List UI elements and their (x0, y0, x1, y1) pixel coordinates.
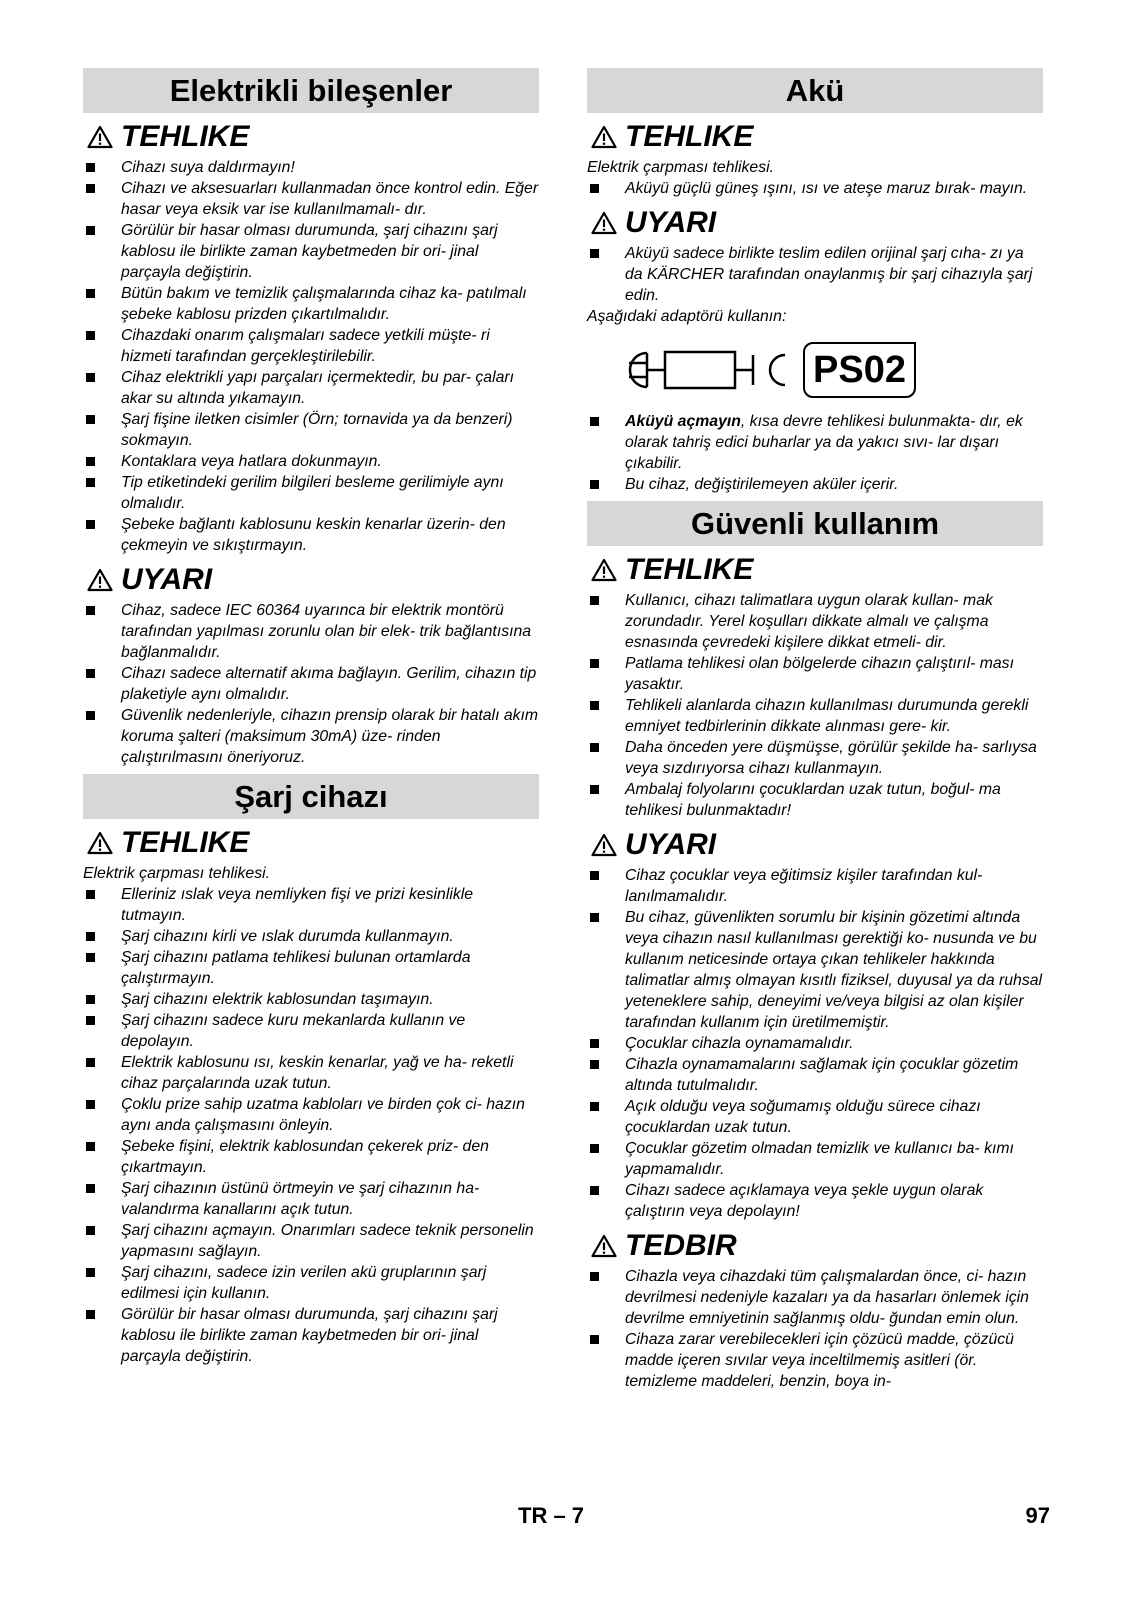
bullet-square-icon (86, 478, 95, 487)
list-item: Patlama tehlikesi olan bölgelerde cihazın çalıştırıl- ması yasaktır. (587, 653, 1043, 695)
section-title-battery: Akü (587, 68, 1043, 113)
warning-triangle-icon (87, 125, 113, 149)
list-item: Cihazı sadece açıklamaya veya şekle uygun olarak çalıştırın veya depolayın! (587, 1180, 1043, 1222)
list-item: Aküyü güçlü güneş ışını, ısı ve ateşe maruz bırak- mayın. (587, 178, 1043, 199)
bullet-square-icon (86, 1058, 95, 1067)
warning-list (587, 243, 1043, 306)
danger-list (587, 590, 1043, 821)
page-label: TR – 7 (518, 1503, 585, 1528)
bullet-square-icon (86, 953, 95, 962)
bullet-square-icon (86, 289, 95, 298)
list-item: Bu cihaz, güvenlikten sorumlu bir kişinin gözetimi altında veya cihazın nasıl kullanılması gerektiği ko- nusunda ve bu kullanım neticesinde ortaya çıkan tehlikeler hakkında talimatlar almış olmayan kısıtlı fiziksel, duyusal ya da ruhsal yeteneklere sahip, deneyimi ve/veya bilgisi az olan kişiler tarafından kullanım için üretilmemiştir. (587, 907, 1043, 1033)
bullet-square-icon (86, 226, 95, 235)
bullet-square-icon (590, 785, 599, 794)
warning-label: UYARI (121, 563, 213, 596)
warning-heading (587, 205, 1043, 241)
list-item: Çocuklar gözetim olmadan temizlik ve kullanıcı ba- kımı yapmamalıdır. (587, 1138, 1043, 1180)
danger-heading (83, 825, 539, 861)
list-item: Cihaz çocuklar veya eğitimsiz kişiler tarafından kul- lanılmamalıdır. (587, 865, 1043, 907)
list-item: Şarj cihazını, sadece izin verilen akü gruplarının şarj edilmesi için kullanın. (83, 1262, 539, 1304)
list-item: Şarj cihazını kirli ve ıslak durumda kullanmayın. (83, 926, 539, 947)
list-item: Cihazı ve aksesuarları kullanmadan önce kontrol edin. Eğer hasar veya eksik var ise kullanılmamalı- dır. (83, 178, 539, 220)
emphasis-text: Aküyü açmayın (625, 413, 741, 430)
list-item: Açık olduğu veya soğumamış olduğu sürece cihazı çocuklardan uzak tutun. (587, 1096, 1043, 1138)
warning-triangle-icon (591, 1234, 617, 1258)
list-item: Şarj fişine iletken cisimler (Örn; tornavida ya da benzeri) sokmayın. (83, 409, 539, 451)
right-column (587, 68, 1043, 1392)
bullet-square-icon (590, 480, 599, 489)
bullet-square-icon (86, 520, 95, 529)
list-item: Cihazla veya cihazdaki tüm çalışmalardan önce, ci- hazın devrilmesi nedeniyle kazaları ya da hasarları önlemek için devrilme emniyetinin sağlanmış oldu- ğundan emin olun. (587, 1266, 1043, 1329)
bullet-square-icon (86, 1184, 95, 1193)
list-item: Cihazı suya daldırmayın! (83, 157, 539, 178)
bullet-square-icon (590, 417, 599, 426)
bullet-square-icon (86, 331, 95, 340)
adapter-symbol (587, 333, 1043, 407)
bullet-square-icon (590, 1272, 599, 1281)
bullet-square-icon (86, 669, 95, 678)
bullet-square-icon (86, 995, 95, 1004)
list-item: Tip etiketindeki gerilim bilgileri besleme gerilimiyle aynı olmalıdır. (83, 472, 539, 514)
bullet-square-icon (86, 1016, 95, 1025)
bullet-square-icon (86, 373, 95, 382)
list-item: Aküyü sadece birlikte teslim edilen orijinal şarj cıha- zı ya da KÄRCHER tarafından onaylanmış bir şarj cihazıyla şarj edin. (587, 243, 1043, 306)
list-item: Cihaz elektrikli yapı parçaları içermektedir, bu par- çaları akar su altında yıkamayın. (83, 367, 539, 409)
list-item: Tehlikeli alanlarda cihazın kullanılması durumunda gerekli emniyet tedbirlerinin dikkate alınması gere- kir. (587, 695, 1043, 737)
list-item: Çoklu prize sahip uzatma kabloları ve birden çok ci- hazın aynı anda çalışmasını önleyin. (83, 1094, 539, 1136)
bullet-square-icon (86, 1142, 95, 1151)
bullet-square-icon (590, 871, 599, 880)
section-title-electrical: Elektrikli bileşenler (83, 68, 539, 113)
bullet-square-icon (590, 1335, 599, 1344)
caution-label: TEDBIR (625, 1229, 737, 1262)
list-item: Şarj cihazını elektrik kablosundan taşımayın. (83, 989, 539, 1010)
danger-heading (587, 552, 1043, 588)
list-item: Görülür bir hasar olması durumunda, şarj cihazını şarj kablosu ile birlikte zaman kaybetmeden bir ori- jinal parçayla değiştirin. (83, 1304, 539, 1367)
caution-heading (587, 1228, 1043, 1264)
warning-triangle-icon (591, 833, 617, 857)
intro-text: Elektrik çarpması tehlikesi. (587, 159, 774, 176)
danger-list (83, 157, 539, 556)
list-item: Bu cihaz, değiştirilemeyen aküler içerir. (587, 474, 1043, 495)
bullet-square-icon (86, 1268, 95, 1277)
bullet-square-icon (86, 1100, 95, 1109)
battery-list (587, 411, 1043, 495)
list-item: Cihaz, sadece IEC 60364 uyarınca bir elektrik montörü tarafından yapılması zorunlu olan bir elek- trik bağlantısına bağlanmalıdır. (83, 600, 539, 663)
list-item: Şarj cihazını patlama tehlikesi bulunan ortamlarda çalıştırmayın. (83, 947, 539, 989)
list-item: Şarj cihazını açmayın. Onarımları sadece teknik personelin yapmasını sağlayın. (83, 1220, 539, 1262)
list-item: Cihaza zarar verebilecekleri için çözücü madde, çözücü madde içeren sıvılar veya inceltilmemiş asitleri (ör. temizleme maddeleri, benzin, boya in- (587, 1329, 1043, 1392)
bullet-square-icon (86, 890, 95, 899)
list-item: Bütün bakım ve temizlik çalışmalarında cihaz ka- patılmalı şebeke kablosu prizden çıkartılmalıdır. (83, 283, 539, 325)
list-item: Ambalaj folyolarını çocuklardan uzak tutun, boğul- ma tehlikesi bulunmaktadır! (587, 779, 1043, 821)
bullet-square-icon (590, 1039, 599, 1048)
list-item: Cihazdaki onarım çalışmaları sadece yetkili müşte- ri hizmeti tarafından gerçekleştirilebilir. (83, 325, 539, 367)
section-title-charger: Şarj cihazı (83, 774, 539, 819)
list-item: Şebeke bağlantı kablosunu keskin kenarlar üzerin- den çekmeyin ve sıkıştırmayın. (83, 514, 539, 556)
danger-list (83, 884, 539, 1367)
list-item: Elektrik kablosunu ısı, keskin kenarlar, yağ ve ha- reketli cihaz parçalarında uzak tutun. (83, 1052, 539, 1094)
bullet-square-icon (86, 711, 95, 720)
warning-triangle-icon (87, 831, 113, 855)
adapter-plug-icon (625, 347, 795, 393)
bullet-square-icon (86, 606, 95, 615)
list-item: Şarj cihazının üstünü örtmeyin ve şarj cihazının ha- valandırma kanallarını açık tutun. (83, 1178, 539, 1220)
list-item: Cihazla oynamamalarını sağlamak için çocuklar gözetim altında tutulmalıdır. (587, 1054, 1043, 1096)
warning-triangle-icon (87, 568, 113, 592)
bullet-square-icon (86, 457, 95, 466)
bullet-square-icon (86, 415, 95, 424)
list-item: Elleriniz ıslak veya nemliyken fişi ve prizi kesinlikle tutmayın. (83, 884, 539, 926)
bullet-square-icon (590, 659, 599, 668)
bullet-square-icon (590, 913, 599, 922)
bullet-square-icon (86, 163, 95, 172)
bullet-square-icon (86, 1226, 95, 1235)
bullet-square-icon (86, 932, 95, 941)
section-title-safe-use: Güvenli kullanım (587, 501, 1043, 546)
list-item: Şarj cihazını sadece kuru mekanlarda kullanın ve depolayın. (83, 1010, 539, 1052)
bullet-square-icon (590, 1186, 599, 1195)
warning-list (587, 865, 1043, 1222)
bullet-square-icon (590, 1060, 599, 1069)
warning-label: UYARI (625, 828, 717, 861)
bullet-square-icon (590, 1144, 599, 1153)
page-number: 97 (1025, 1503, 1050, 1528)
bullet-square-icon (590, 596, 599, 605)
warning-triangle-icon (591, 125, 617, 149)
list-item: Çocuklar cihazla oynamamalıdır. (587, 1033, 1043, 1054)
left-column (83, 68, 539, 1367)
bullet-square-icon (590, 184, 599, 193)
warning-list (83, 600, 539, 768)
list-item: Kullanıcı, cihazı talimatlara uygun olarak kullan- mak zorundadır. Yerel koşulları dikkate almalı ve çalışma esnasında çevredeki kişilere dikkat etmeli- dir. (587, 590, 1043, 653)
list-item: Cihazı sadece alternatif akıma bağlayın. Gerilim, cihazın tip plaketiyle aynı olmalıdır. (83, 663, 539, 705)
bullet-square-icon (86, 184, 95, 193)
intro-text: Elektrik çarpması tehlikesi. (83, 865, 270, 882)
adapter-label-box (803, 342, 916, 398)
bullet-square-icon (590, 249, 599, 258)
danger-label: TEHLIKE (121, 120, 250, 153)
danger-label: TEHLIKE (121, 826, 250, 859)
warning-heading (587, 827, 1043, 863)
list-item: Daha önceden yere düşmüşse, görülür şekilde ha- sarlıysa veya sızdırıyorsa cihazı kullanmayın. (587, 737, 1043, 779)
caution-list (587, 1266, 1043, 1392)
bullet-square-icon (590, 1102, 599, 1111)
bullet-square-icon (86, 1310, 95, 1319)
danger-list (587, 178, 1043, 199)
adapter-label: PS02 (813, 348, 906, 391)
list-item: Aküyü açmayın, kısa devre tehlikesi bulunmakta- dır, ek olarak tahriş edici buharlar ya da yakıcı sıvı- lar dışarı çıkabilir. (587, 411, 1043, 474)
list-item: Şebeke fişini, elektrik kablosundan çekerek priz- den çıkartmayın. (83, 1136, 539, 1178)
bullet-square-icon (590, 701, 599, 710)
danger-label: TEHLIKE (625, 120, 754, 153)
list-item: Kontaklara veya hatlara dokunmayın. (83, 451, 539, 472)
list-item: Görülür bir hasar olması durumunda, şarj cihazını şarj kablosu ile birlikte zaman kaybetmeden bir ori- jinal parçayla değiştirin. (83, 220, 539, 283)
adapter-instruction: Aşağıdaki adaptörü kullanın: (587, 308, 787, 325)
warning-heading (83, 562, 539, 598)
danger-heading (587, 119, 1043, 155)
danger-heading (83, 119, 539, 155)
warning-triangle-icon (591, 211, 617, 235)
warning-triangle-icon (591, 558, 617, 582)
danger-label: TEHLIKE (625, 553, 754, 586)
bullet-square-icon (590, 743, 599, 752)
list-item: Güvenlik nedenleriyle, cihazın prensip olarak bir hatalı akım koruma şalteri (maksimum 30mA) üze- rinden çalıştırılmasını öneriyoruz. (83, 705, 539, 768)
warning-label: UYARI (625, 206, 717, 239)
